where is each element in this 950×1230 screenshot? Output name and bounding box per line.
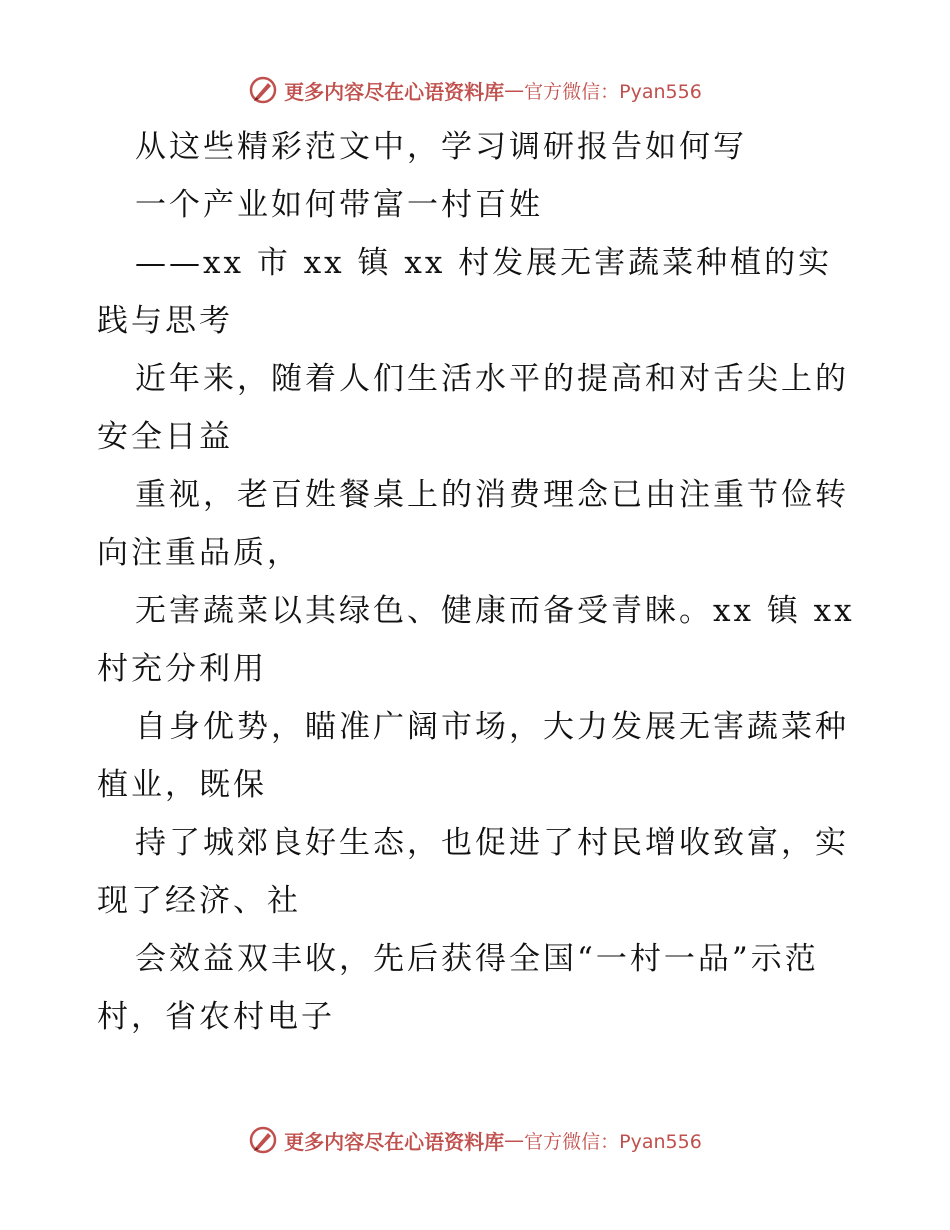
doc-line: ——xx 市 xx 镇 xx 村发展无害蔬菜种植的实 bbox=[135, 245, 833, 281]
doc-line: 近年来，随着人们生活水平的提高和对舌尖上的 bbox=[135, 361, 849, 397]
doc-line: 无害蔬菜以其绿色、健康而备受青睐。xx 镇 xx bbox=[135, 593, 855, 629]
footer-wechat-text: 官方微信：Pyan556 bbox=[524, 1130, 702, 1153]
doc-line: 安全日益 bbox=[97, 419, 233, 455]
doc-line: 村充分利用 bbox=[97, 651, 267, 687]
footer-separator: — bbox=[504, 1128, 525, 1152]
doc-line: 植业，既保 bbox=[97, 767, 267, 803]
doc-line: 一个产业如何带富一村百姓 bbox=[135, 187, 543, 223]
doc-line: 从这些精彩范文中，学习调研报告如何写 bbox=[135, 129, 747, 165]
doc-line: 向注重品质， bbox=[97, 535, 301, 571]
doc-line: 持了城郊良好生态，也促进了村民增收致富，实 bbox=[135, 825, 849, 861]
pen-logo-icon bbox=[248, 75, 278, 105]
doc-line: 会效益双丰收，先后获得全国“一村一品”示范 bbox=[135, 941, 819, 977]
header-site-text: 更多内容尽在心语资料库 bbox=[284, 79, 505, 104]
header-banner bbox=[0, 72, 950, 108]
header-separator: — bbox=[504, 78, 525, 102]
pen-logo-icon bbox=[248, 1125, 278, 1155]
doc-line: 自身优势，瞄准广阔市场，大力发展无害蔬菜种 bbox=[135, 709, 849, 745]
doc-line: 现了经济、社 bbox=[97, 883, 301, 919]
doc-line: 重视，老百姓餐桌上的消费理念已由注重节俭转 bbox=[135, 477, 849, 513]
doc-line: 践与思考 bbox=[97, 303, 233, 339]
document-body bbox=[97, 118, 857, 1046]
footer-banner bbox=[0, 1122, 950, 1158]
footer-site-text: 更多内容尽在心语资料库 bbox=[284, 1129, 505, 1154]
doc-line: 村，省农村电子 bbox=[97, 999, 335, 1035]
header-wechat-text: 官方微信：Pyan556 bbox=[524, 80, 702, 103]
